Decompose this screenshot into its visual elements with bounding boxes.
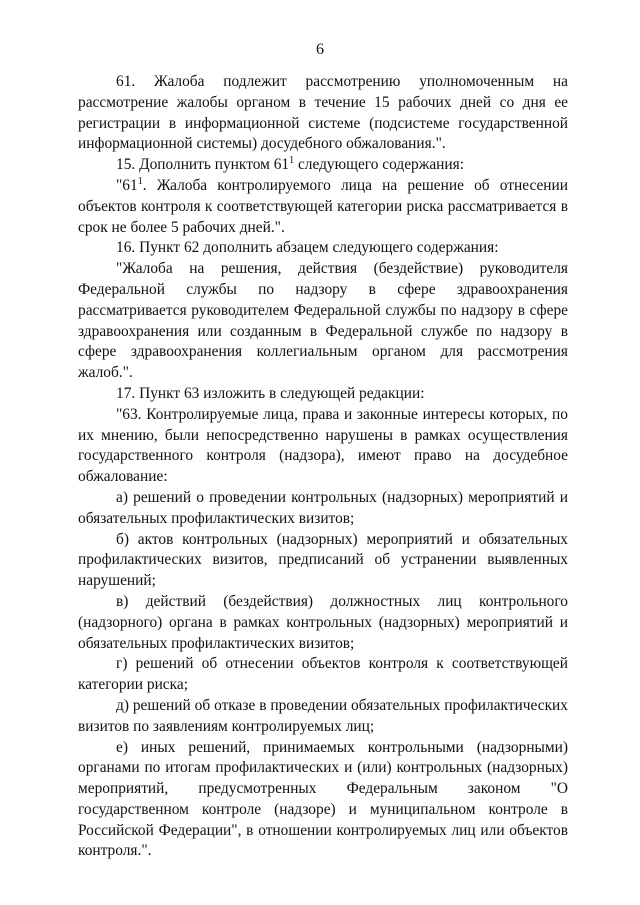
paragraph-sub-d: д) решений об отказе в проведении обязательных профилактических визитов по заявлениям контролируемых лиц; bbox=[78, 696, 568, 735]
paragraph-sub-a: а) решений о проведении контрольных (надзорных) мероприятий и обязательных профилактических визитов; bbox=[78, 488, 568, 527]
document-body bbox=[78, 72, 568, 862]
paragraph-item-15 bbox=[78, 155, 568, 176]
paragraph-63: "63. Контролируемые лица, права и законные интересы которых, по их мнению, были непосредственно нарушены в рамках осуществления государственного контроля (надзора), имеют право на досудебное обжалование: bbox=[78, 405, 568, 486]
paragraph-61: 61. Жалоба подлежит рассмотрению уполномоченным на рассмотрение жалобы органом в течение 15 рабочих дней со дня ее регистрации в информационной системе (подсистеме государственной информационной системы) досудебного обжалования.". bbox=[78, 73, 568, 153]
paragraph-complaint-head: "Жалоба на решения, действия (бездействие) руководителя Федеральной службы по надзору в сфере здравоохранения рассматривается руководителем Федеральной службы по надзору в сфере здравоохранения или созданным в Федеральной службе по надзору в сфере здравоохранения коллегиальным органом для рассмотрения жалоб.". bbox=[78, 260, 568, 382]
superscript: 1 bbox=[289, 155, 295, 167]
paragraph-sub-g: г) решений об отнесении объектов контроля к соответствующей категории риска; bbox=[78, 655, 568, 694]
paragraph-61-1 bbox=[78, 176, 568, 238]
paragraph-item-17: 17. Пункт 63 изложить в следующей редакции: bbox=[116, 384, 425, 402]
item-61-1-start: "61 bbox=[116, 176, 138, 194]
item-15-text-end: следующего содержания: bbox=[294, 156, 465, 174]
superscript: 1 bbox=[137, 175, 143, 187]
paragraph-sub-b: б) актов контрольных (надзорных) мероприятий и обязательных профилактических визитов, предписаний об устранении выявленных нарушений; bbox=[78, 530, 568, 590]
paragraph-sub-e: е) иных решений, принимаемых контрольными (надзорными) органами по итогам профилактических и (или) контрольных (надзорных) мероприятий, предусмотренных Федеральным законом "О государственном контроле (надзоре) и муниципальном контроле в Российской Федерации", в отношении контролируемых лиц или объектов контроля.". bbox=[78, 738, 568, 860]
paragraph-item-16: 16. Пункт 62 дополнить абзацем следующего содержания: bbox=[116, 239, 499, 257]
paragraph-sub-v: в) действий (бездействия) должностных лиц контрольного (надзорного) органа в рамках контрольных (надзорных) мероприятий и обязательных профилактических визитов; bbox=[78, 592, 568, 652]
item-61-1-text: . Жалоба контролируемого лица на решение об отнесении объектов контроля к соответствующей категории риска рассматривается в срок не более 5 рабочих дней.". bbox=[78, 176, 568, 236]
item-15-text: 15. Дополнить пунктом 61 bbox=[116, 156, 290, 174]
page-number: 6 bbox=[316, 41, 324, 58]
